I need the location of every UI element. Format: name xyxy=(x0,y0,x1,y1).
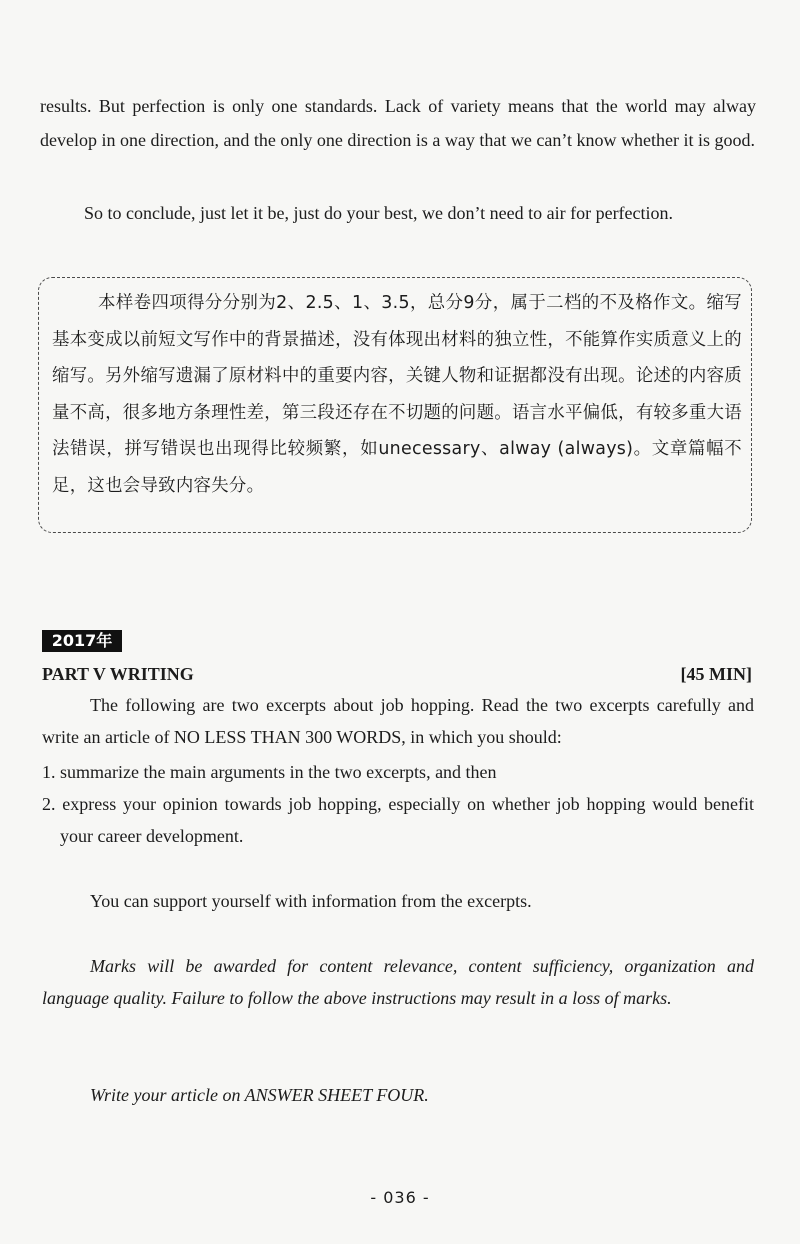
page-number: - 036 - xyxy=(370,1188,430,1207)
marks-note: Marks will be awarded for content relevance, content sufficiency, organization and language quality. Failure to follow the above instructions may result in a loss of marks. xyxy=(42,956,754,1008)
year-badge: 2017年 xyxy=(42,630,122,652)
instructions-intro: The following are two excerpts about job hopping. Read the two excerpts carefully and write an article of NO LESS THAN 300 WORDS, in which you should: xyxy=(42,695,754,747)
essay-paragraph-2: So to conclude, just let it be, just do your best, we don’t need to air for perfection. xyxy=(84,203,674,223)
essay-paragraph-1: results. But perfection is only one standards. Lack of variety means that the world may alway develop in one direction, and the only one direction is a way that we can’t know whether it is good. xyxy=(40,96,756,150)
instruction-item-1: 1. summarize the main arguments in the two excerpts, and then xyxy=(42,762,497,782)
comment-text: 本样卷四项得分分别为2、2.5、1、3.5，总分9分，属于二档的不及格作文。缩写基本变成以前短文写作中的背景描述，没有体现出材料的独立性，不能算作实质意义上的缩写。另外缩写遗漏了原材料中的重要内容，关键人物和证据都没有出现。论述的内容质量不高，很多地方条理性差，第三段还存在不切题的问题。语言水平偏低，有较多重大语法错误，拼写错误也出现得比较频繁，如unecessary、alway (always)。文章篇幅不足，这也会导致内容失分。 xyxy=(52,293,742,496)
part-time: [45 MIN] xyxy=(680,664,752,684)
support-note: You can support yourself with information from the excerpts. xyxy=(90,891,532,911)
instruction-item-2: 2. express your opinion towards job hopping, especially on whether job hopping would benefit your career development. xyxy=(42,794,754,846)
answer-sheet-note: Write your article on ANSWER SHEET FOUR. xyxy=(90,1085,429,1105)
part-title: PART V WRITING xyxy=(42,664,194,684)
